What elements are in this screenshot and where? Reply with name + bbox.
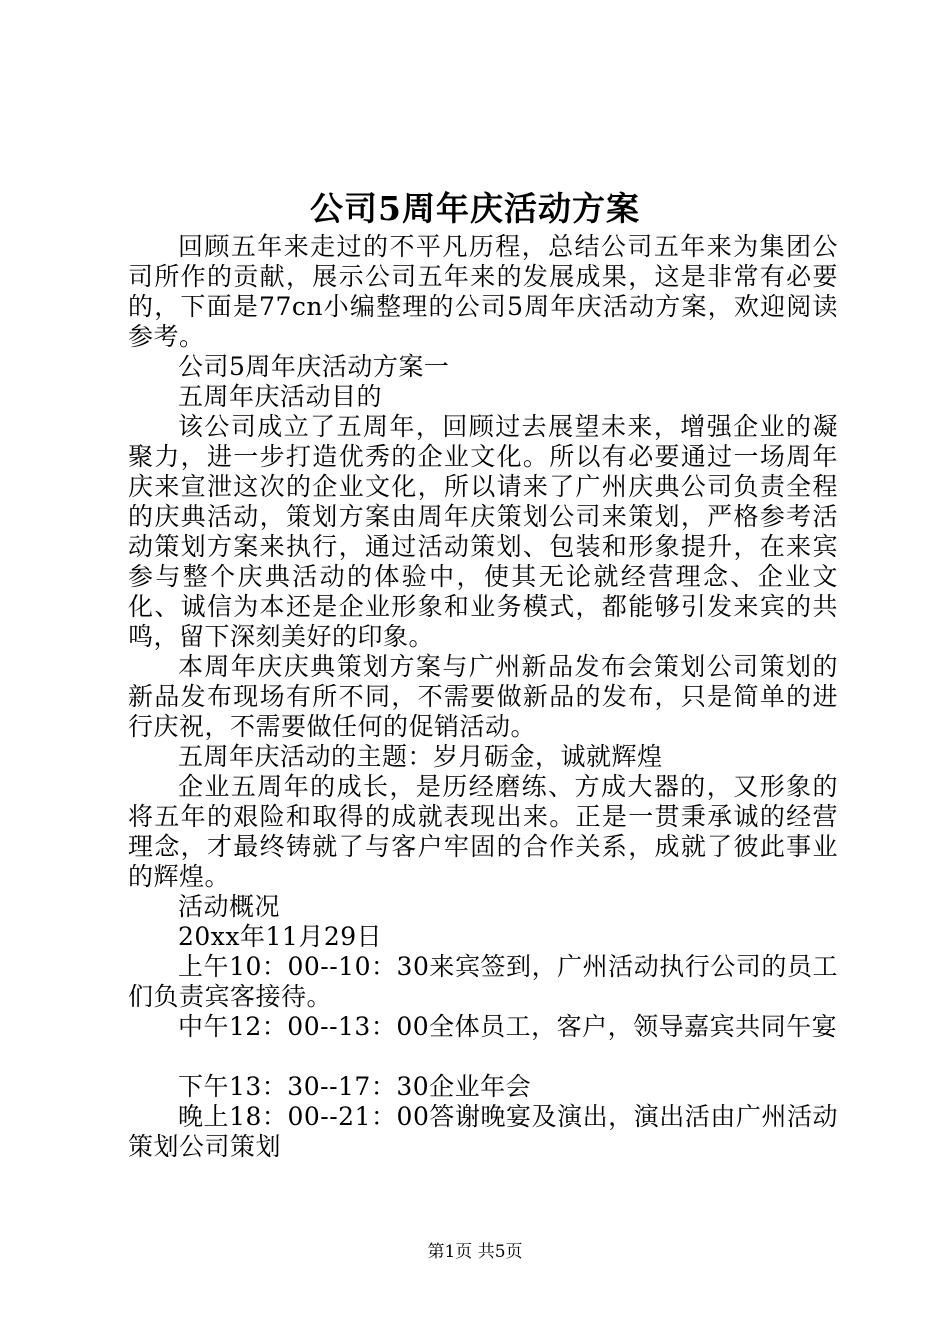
paragraph-purpose: 该公司成立了五周年，回顾过去展望未来，增强企业的凝聚力，进一步打造优秀的企业文化。所以有必要通过一场周年庆来宣泄这次的企业文化，所以请来了广州庆典公司负责全程的庆典活动，策划方案由周年庆策划公司来策划，严格参考活动策划方案来执行，通过活动策划、包装和形象提升，在来宾参与整个庆典活动的体验中，使其无论就经营理念、企业文化、诚信为本还是企业形象和业务模式，都能够引发来宾的共鸣，留下深刻美好的印象。 <box>128 412 838 651</box>
paragraph-overview-heading: 活动概况 <box>178 892 281 921</box>
paragraph-theme: 五周年庆活动的主题：岁月砺金，诚就辉煌 <box>178 742 663 771</box>
paragraph-afternoon: 下午13：30--17：30企业年会 <box>178 1072 532 1101</box>
page-footer: 第1页 共5页 <box>427 1242 523 1262</box>
paragraph-plan-heading: 公司5周年庆活动方案一 <box>178 352 450 381</box>
paragraph-purpose-heading: 五周年庆活动目的 <box>178 382 383 411</box>
paragraph-evening: 晚上18：00--21：00答谢晚宴及演出，演出活由广州活动策划公司策划 <box>128 1102 838 1161</box>
paragraph-difference: 本周年庆庆典策划方案与广州新品发布会策划公司策划的新品发布现场有所不同，不需要做新品的发布，只是简单的进行庆祝，不需要做任何的促销活动。 <box>128 652 838 741</box>
document-title: 公司5周年庆活动方案 <box>310 189 640 228</box>
paragraph-noon: 中午12：00--13：00全体员工，客户，领导嘉宾共同午宴 <box>178 1012 838 1041</box>
document-body <box>128 232 838 1162</box>
paragraph-growth: 企业五周年的成长，是历经磨练、方成大器的，又形象的将五年的艰险和取得的成就表现出来。正是一贯秉承诚的经营理念，才最终铸就了与客户牢固的合作关系，成就了彼此事业的辉煌。 <box>128 772 838 891</box>
paragraph-intro: 回顾五年来走过的不平凡历程，总结公司五年来为集团公司所作的贡献，展示公司五年来的发展成果，这是非常有必要的，下面是77cn小编整理的公司5周年庆活动方案，欢迎阅读参考。 <box>128 232 838 351</box>
paragraph-morning: 上午10：00--10：30来宾签到，广州活动执行公司的员工们负责宾客接待。 <box>128 952 838 1011</box>
paragraph-date: 20xx年11月29日 <box>178 922 383 951</box>
